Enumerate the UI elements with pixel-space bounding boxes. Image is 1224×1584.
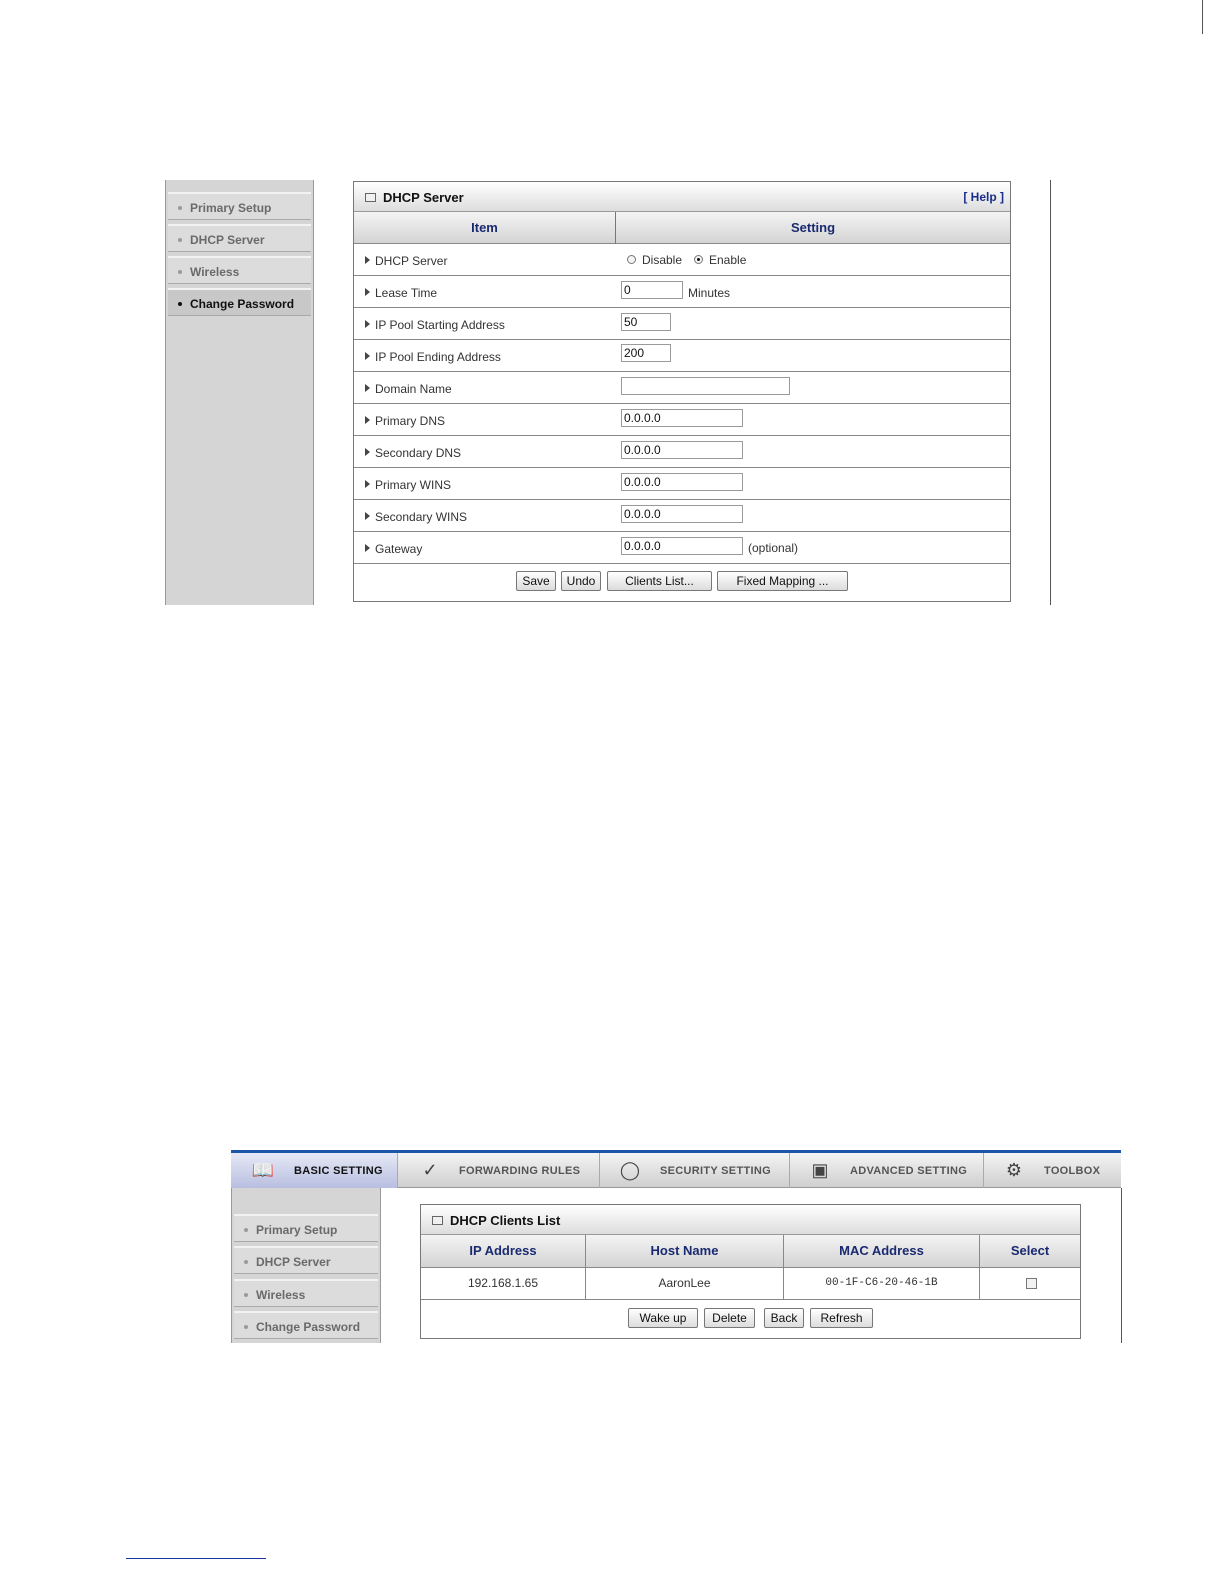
sidebar-item-label: Primary Setup: [256, 1223, 338, 1237]
client-mac: 00-1F-C6-20-46-1B: [825, 1277, 938, 1289]
lease-time-input[interactable]: [621, 281, 683, 299]
row-label: Primary WINS: [375, 478, 451, 492]
tab-forwarding-rules[interactable]: [398, 1153, 600, 1188]
gateway-input[interactable]: [621, 537, 743, 555]
panel-title-bar: [354, 182, 1010, 212]
secondary-dns-input[interactable]: [621, 441, 743, 459]
tab-security-setting[interactable]: [600, 1153, 790, 1188]
refresh-button[interactable]: Refresh: [810, 1308, 873, 1328]
tab-label: FORWARDING RULES: [459, 1165, 581, 1177]
bullet-icon: [178, 302, 182, 306]
forwarding-rules-icon: ✓: [422, 1160, 438, 1180]
bullet-icon: [178, 238, 182, 242]
lease-time-unit: Minutes: [688, 286, 731, 300]
sidebar-item-label: Change Password: [190, 297, 295, 311]
client-host-name: AaronLee: [658, 1276, 711, 1290]
tab-label: ADVANCED SETTING: [850, 1165, 968, 1177]
header-item: Item: [471, 220, 498, 235]
row-label: Secondary WINS: [375, 510, 468, 524]
fixed-mapping-button[interactable]: Fixed Mapping ...: [717, 571, 848, 591]
window-icon: [432, 1216, 443, 1225]
secondary-wins-input[interactable]: [621, 505, 743, 523]
wake-up-button[interactable]: Wake up: [628, 1308, 698, 1328]
tab-label: TOOLBOX: [1044, 1165, 1101, 1177]
row-lease-time: [354, 276, 1010, 308]
toolbox-icon: ⚙: [1005, 1160, 1023, 1180]
ip-pool-end-input[interactable]: [621, 344, 671, 362]
sidebar-item-dhcp-server[interactable]: [234, 1246, 378, 1274]
header-ip-address: IP Address: [469, 1243, 537, 1258]
domain-name-input[interactable]: [621, 377, 790, 395]
arrow-right-icon: [365, 480, 370, 488]
sidebar-item-label: Wireless: [190, 265, 240, 279]
panel-title-bar: [421, 1205, 1080, 1235]
tab-advanced-setting[interactable]: [790, 1153, 984, 1188]
row-primary-wins: [354, 468, 1010, 500]
arrow-right-icon: [365, 512, 370, 520]
row-label: DHCP Server: [375, 254, 448, 268]
disable-radio[interactable]: [627, 255, 636, 264]
sidebar-item-change-password[interactable]: [168, 288, 311, 316]
row-label: IP Pool Ending Address: [375, 350, 501, 364]
delete-button[interactable]: Delete: [704, 1308, 755, 1328]
tab-label: SECURITY SETTING: [660, 1165, 771, 1177]
bullet-icon: [178, 206, 182, 210]
row-domain-name: [354, 372, 1010, 404]
sidebar-item-label: DHCP Server: [190, 233, 265, 247]
frame-right-line: [1121, 1188, 1122, 1343]
sidebar: [165, 180, 314, 605]
row-label: IP Pool Starting Address: [375, 318, 505, 332]
table-header: [354, 212, 1010, 244]
top-navigation: [231, 1150, 1121, 1188]
disable-label: Disable: [642, 253, 683, 267]
clients-list-button[interactable]: Clients List...: [607, 571, 712, 591]
row-secondary-wins: [354, 500, 1010, 532]
panel-title: DHCP Clients List: [450, 1213, 561, 1228]
primary-dns-input[interactable]: [621, 409, 743, 427]
sidebar-item-primary-setup[interactable]: [234, 1214, 378, 1242]
bullet-icon: [244, 1325, 248, 1329]
table-row: [421, 1267, 1080, 1300]
dhcp-server-panel: [353, 181, 1011, 602]
row-label: Secondary DNS: [375, 446, 462, 460]
sidebar-item-wireless[interactable]: [168, 256, 311, 284]
sidebar-item-label: Primary Setup: [190, 201, 272, 215]
security-setting-icon: ◯: [619, 1160, 641, 1180]
row-label: Domain Name: [375, 382, 452, 396]
dhcp-clients-panel: [420, 1204, 1081, 1339]
sidebar-item-primary-setup[interactable]: [168, 192, 311, 220]
arrow-right-icon: [365, 448, 370, 456]
ip-pool-start-input[interactable]: [621, 313, 671, 331]
arrow-right-icon: [365, 288, 370, 296]
bullet-icon: [244, 1260, 248, 1264]
primary-wins-input[interactable]: [621, 473, 743, 491]
arrow-right-icon: [365, 544, 370, 552]
undo-button[interactable]: Undo: [561, 571, 601, 591]
table-header: [421, 1235, 1080, 1268]
frame-right-line: [1050, 180, 1051, 605]
client-ip: 192.168.1.65: [467, 1276, 539, 1290]
row-dhcp-server: [354, 244, 1010, 276]
tab-label: BASIC SETTING: [294, 1165, 383, 1177]
row-secondary-dns: [354, 436, 1010, 468]
header-setting: Setting: [790, 220, 836, 235]
arrow-right-icon: [365, 352, 370, 360]
enable-radio[interactable]: [694, 255, 703, 264]
basic-setting-icon: 📖: [251, 1160, 275, 1180]
row-label: Primary DNS: [375, 414, 446, 428]
sidebar-item-dhcp-server[interactable]: [168, 224, 311, 252]
enable-label: Enable: [709, 253, 747, 267]
row-primary-dns: [354, 404, 1010, 436]
sidebar-item-label: Wireless: [256, 1288, 306, 1302]
panel-title: DHCP Server: [383, 190, 464, 205]
window-icon: [365, 193, 376, 202]
header-host-name: Host Name: [650, 1243, 719, 1258]
back-button[interactable]: Back: [764, 1308, 804, 1328]
arrow-right-icon: [365, 416, 370, 424]
row-ip-pool-end: [354, 340, 1010, 372]
row-label: Gateway: [375, 542, 423, 556]
row-gateway: [354, 532, 1010, 564]
sidebar-item-change-password[interactable]: [234, 1311, 378, 1339]
row-ip-pool-start: [354, 308, 1010, 340]
save-button[interactable]: Save: [516, 571, 556, 591]
tab-toolbox[interactable]: [984, 1153, 1121, 1188]
sidebar-item-wireless[interactable]: [234, 1279, 378, 1307]
client-select-checkbox[interactable]: [1026, 1278, 1037, 1289]
advanced-setting-icon: ▣: [811, 1160, 829, 1180]
bullet-icon: [244, 1228, 248, 1232]
header-select: Select: [1010, 1243, 1050, 1258]
arrow-right-icon: [365, 256, 370, 264]
sidebar: [231, 1188, 381, 1343]
row-label: Lease Time: [375, 286, 438, 300]
footnote-separator: [126, 1558, 266, 1559]
bullet-icon: [178, 270, 182, 274]
sidebar-item-label: Change Password: [256, 1320, 361, 1334]
sidebar-item-label: DHCP Server: [256, 1255, 331, 1269]
gateway-optional-note: (optional): [748, 541, 799, 555]
arrow-right-icon: [365, 320, 370, 328]
header-mac-address: MAC Address: [839, 1243, 924, 1258]
tab-basic-setting[interactable]: [231, 1153, 398, 1188]
help-link[interactable]: [ Help ]: [963, 190, 1004, 204]
page-edge-line: [1202, 0, 1203, 34]
bullet-icon: [244, 1293, 248, 1297]
arrow-right-icon: [365, 384, 370, 392]
